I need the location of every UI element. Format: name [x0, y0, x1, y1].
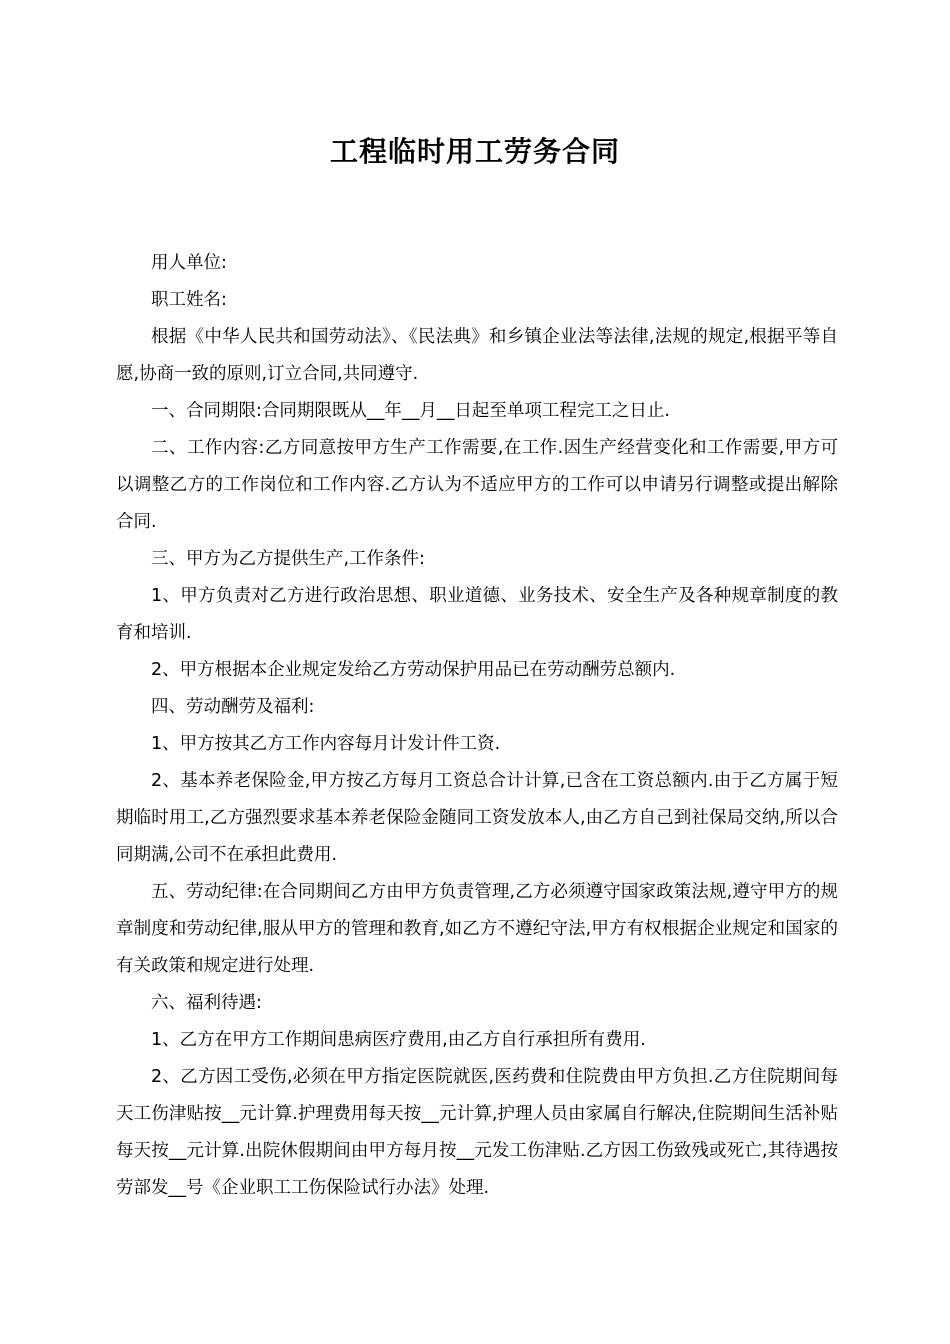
paragraph-employer: 用人单位:	[151, 253, 227, 273]
paragraph-contract-term: 一、合同期限:合同期限既从__年__月__日起至单项工程完工之日止.	[151, 401, 670, 421]
paragraph-conditions-item-2: 2、甲方根据本企业规定发给乙方劳动保护用品已在劳动酬劳总额内.	[151, 660, 676, 680]
paragraph-welfare: 六、福利待遇:	[151, 993, 262, 1013]
paragraph-remuneration-item-2: 2、基本养老保险金,甲方按乙方每月工资总合计计算,已含在工资总额内.由于乙方属于短期临时用工,乙方强烈要求基本养老保险金随同工资发放本人,由乙方自己到社保局交纳,所以合同期满,公司不在承担此费用.	[116, 771, 838, 865]
document-body	[116, 245, 838, 1207]
paragraph-welfare-item-1: 1、乙方在甲方工作期间患病医疗费用,由乙方自行承担所有费用.	[151, 1030, 646, 1050]
paragraph-remuneration-item-1: 1、甲方按其乙方工作内容每月计发计件工资.	[151, 734, 501, 754]
paragraph-employee-name: 职工姓名:	[151, 290, 227, 310]
document-title: 工程临时用工劳务合同	[329, 135, 620, 168]
paragraph-working-conditions: 三、甲方为乙方提供生产,工作条件:	[151, 549, 425, 569]
paragraph-work-content: 二、工作内容:乙方同意按甲方生产工作需要,在工作.因生产经营变化和工作需要,甲方可以调整乙方的工作岗位和工作内容.乙方认为不适应甲方的工作可以申请另行调整或提出解除合同.	[116, 438, 838, 532]
paragraph-remuneration: 四、劳动酬劳及福利:	[151, 697, 315, 717]
paragraph-welfare-item-2: 2、乙方因工受伤,必须在甲方指定医院就医,医药费和住院费由甲方负担.乙方住院期间每天工伤津贴按__元计算.护理费用每天按__元计算,护理人员由家属自行解决,住院期间生活补贴每天按__元计算.出院休假期间由甲方每月按__元发工伤津贴.乙方因工伤致残或死亡,其待遇按劳部发__号《企业职工工伤保险试行办法》处理.	[116, 1067, 838, 1198]
paragraph-preamble: 根据《中华人民共和国劳动法》、《民法典》和乡镇企业法等法律,法规的规定,根据平等自愿,协商一致的原则,订立合同,共同遵守.	[116, 327, 838, 384]
paragraph-labor-discipline: 五、劳动纪律:在合同期间乙方由甲方负责管理,乙方必须遵守国家政策法规,遵守甲方的规章制度和劳动纪律,服从甲方的管理和教育,如乙方不遵纪守法,甲方有权根据企业规定和国家的有关政策和规定进行处理.	[116, 882, 838, 976]
paragraph-conditions-item-1: 1、甲方负责对乙方进行政治思想、职业道德、业务技术、安全生产及各种规章制度的教育和培训.	[116, 586, 838, 643]
